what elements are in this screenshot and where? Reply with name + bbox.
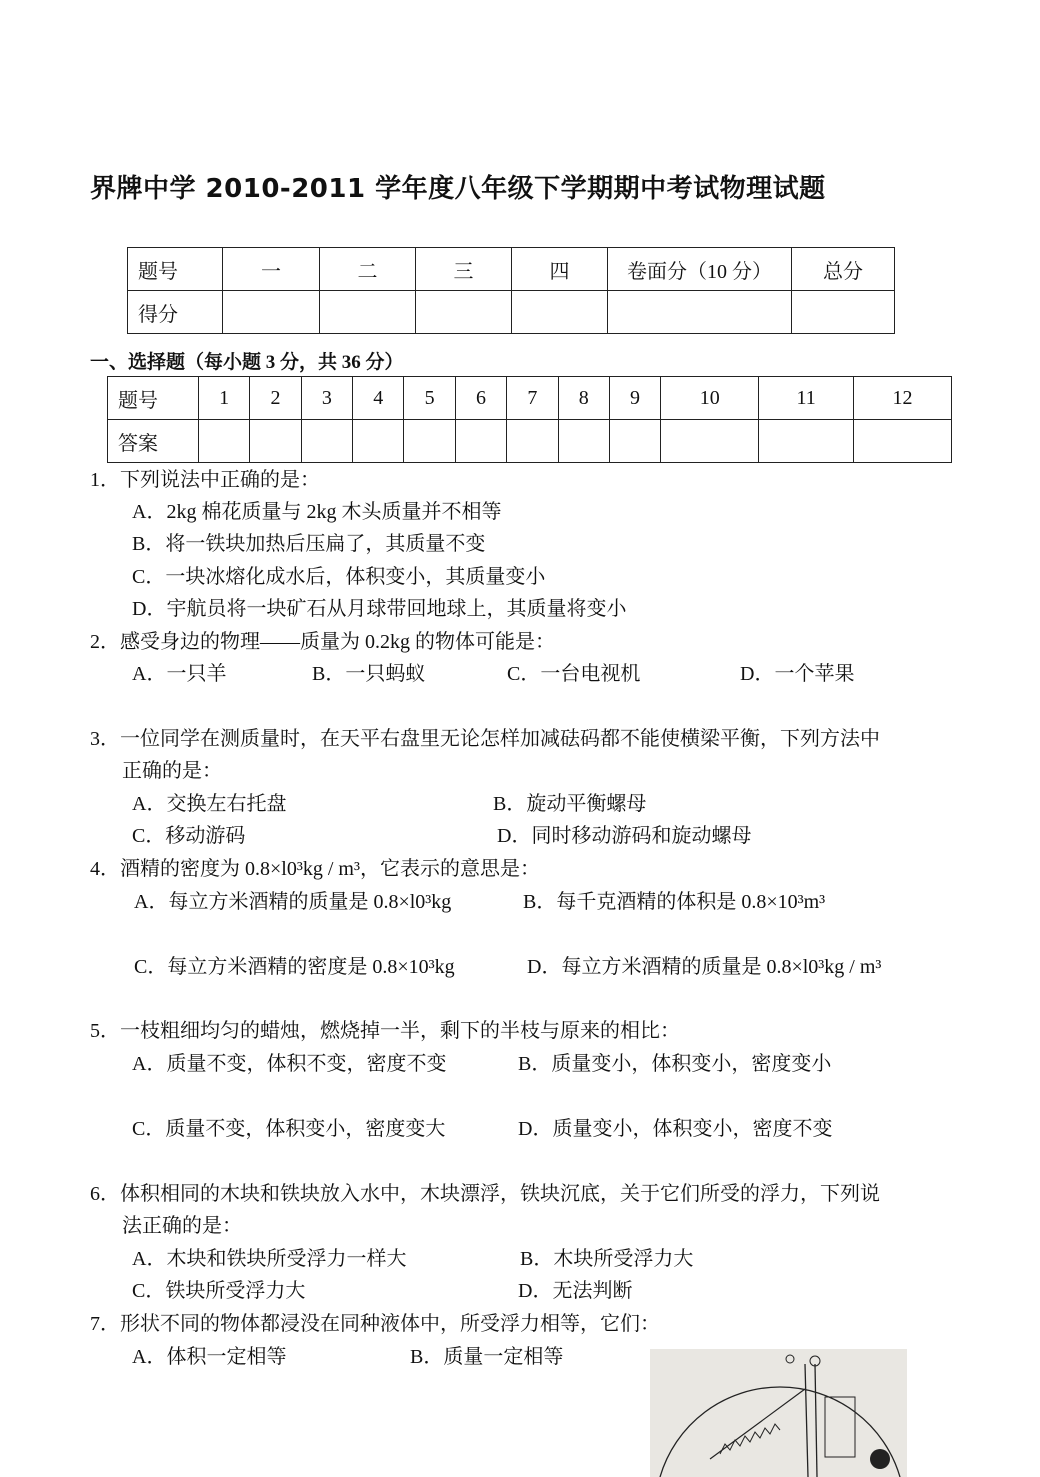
table-cell: 10: [661, 377, 759, 420]
section-heading: 一、选择题（每小题 3 分，共 36 分）: [90, 352, 404, 373]
score-cell[interactable]: [608, 291, 792, 334]
answer-cell[interactable]: [507, 420, 558, 463]
score-table: [127, 247, 895, 334]
option-text: B．将一铁块加热后压扁了，其质量不变: [132, 533, 486, 555]
option-text: B．木块所受浮力大: [520, 1248, 694, 1270]
answer-cell[interactable]: [301, 420, 352, 463]
table-cell: 12: [853, 377, 951, 420]
option-text: D．每立方米酒精的质量是 0.8×l0³kg / m³: [527, 956, 882, 978]
table-cell: 题号: [128, 248, 223, 291]
option-text: A．交换左右托盘: [132, 793, 287, 815]
answer-table: [107, 376, 952, 463]
question-text: 4．酒精的密度为 0.8×l0³kg / m³，它表示的意思是：: [90, 858, 540, 880]
table-cell: 9: [609, 377, 660, 420]
option-text: D．质量变小，体积变小，密度不变: [518, 1118, 833, 1140]
table-cell: 得分: [128, 291, 223, 334]
option-text: B．质量变小，体积变小，密度变小: [518, 1053, 832, 1075]
option-text: B．一只蚂蚁: [312, 663, 426, 685]
table-cell: 一: [223, 248, 320, 291]
option-text: D．无法判断: [518, 1280, 633, 1302]
option-text: D．一个苹果: [740, 663, 855, 685]
table-cell: 11: [759, 377, 854, 420]
option-text: B．质量一定相等: [410, 1346, 564, 1368]
option-text: 法正确的是：: [122, 1215, 242, 1237]
option-text: A．体积一定相等: [132, 1346, 287, 1368]
option-text: A．木块和铁块所受浮力一样大: [132, 1248, 407, 1270]
answer-cell[interactable]: [609, 420, 660, 463]
table-row: [128, 248, 895, 291]
score-cell[interactable]: [512, 291, 608, 334]
answer-cell[interactable]: [558, 420, 609, 463]
table-row: [128, 291, 895, 334]
question-text: 5．一枝粗细均匀的蜡烛，燃烧掉一半，剩下的半枝与原来的相比：: [90, 1020, 680, 1042]
answer-cell[interactable]: [661, 420, 759, 463]
option-text: B．旋动平衡螺母: [493, 793, 647, 815]
option-text: C．铁块所受浮力大: [132, 1280, 306, 1302]
answer-cell[interactable]: [759, 420, 854, 463]
answer-cell[interactable]: [353, 420, 404, 463]
option-text: C．每立方米酒精的密度是 0.8×10³kg: [134, 956, 455, 978]
ship-illustration: [650, 1349, 907, 1477]
option-text: B．每千克酒精的体积是 0.8×10³m³: [523, 891, 826, 913]
option-text: A．一只羊: [132, 663, 227, 685]
option-text: A．每立方米酒精的质量是 0.8×l0³kg: [134, 891, 452, 913]
question-text: 3．一位同学在测质量时，在天平右盘里无论怎样加减砝码都不能使横梁平衡，下列方法中: [90, 728, 880, 750]
table-cell: 题号: [108, 377, 199, 420]
option-text: 正确的是：: [122, 760, 222, 782]
score-cell[interactable]: [792, 291, 895, 334]
table-cell: 5: [404, 377, 455, 420]
option-text: D．宇航员将一块矿石从月球带回地球上，其质量将变小: [132, 598, 627, 620]
score-cell[interactable]: [320, 291, 416, 334]
table-cell: 8: [558, 377, 609, 420]
table-cell: 4: [353, 377, 404, 420]
table-row: [108, 420, 952, 463]
table-cell: 2: [250, 377, 301, 420]
answer-cell[interactable]: [250, 420, 301, 463]
option-text: D．同时移动游码和旋动螺母: [497, 825, 752, 847]
table-row: [108, 377, 952, 420]
answer-cell[interactable]: [199, 420, 250, 463]
page-title: 界牌中学 2010-2011 学年度八年级下学期期中考试物理试题: [90, 174, 826, 204]
table-cell: 7: [507, 377, 558, 420]
answer-cell[interactable]: [853, 420, 951, 463]
option-text: A．质量不变，体积不变，密度不变: [132, 1053, 447, 1075]
option-text: C．一块冰熔化成水后，体积变小，其质量变小: [132, 566, 546, 588]
option-text: C．移动游码: [132, 825, 246, 847]
score-cell[interactable]: [223, 291, 320, 334]
table-cell: 3: [301, 377, 352, 420]
table-cell: 二: [320, 248, 416, 291]
table-cell: 总分: [792, 248, 895, 291]
option-text: A．2kg 棉花质量与 2kg 木头质量并不相等: [132, 501, 502, 523]
table-cell: 1: [199, 377, 250, 420]
answer-cell[interactable]: [455, 420, 506, 463]
table-cell: 答案: [108, 420, 199, 463]
option-text: C．一台电视机: [507, 663, 641, 685]
table-cell: 四: [512, 248, 608, 291]
table-cell: 卷面分（10 分）: [608, 248, 792, 291]
question-text: 6．体积相同的木块和铁块放入水中，木块漂浮，铁块沉底，关于它们所受的浮力，下列说: [90, 1183, 880, 1205]
question-text: 7．形状不同的物体都浸没在同种液体中，所受浮力相等，它们：: [90, 1313, 660, 1335]
table-cell: 6: [455, 377, 506, 420]
question-text: 2．感受身边的物理——质量为 0.2kg 的物体可能是：: [90, 631, 555, 653]
answer-cell[interactable]: [404, 420, 455, 463]
table-cell: 三: [416, 248, 512, 291]
option-text: C．质量不变，体积变小，密度变大: [132, 1118, 446, 1140]
score-cell[interactable]: [416, 291, 512, 334]
question-text: 1．下列说法中正确的是：: [90, 469, 320, 491]
